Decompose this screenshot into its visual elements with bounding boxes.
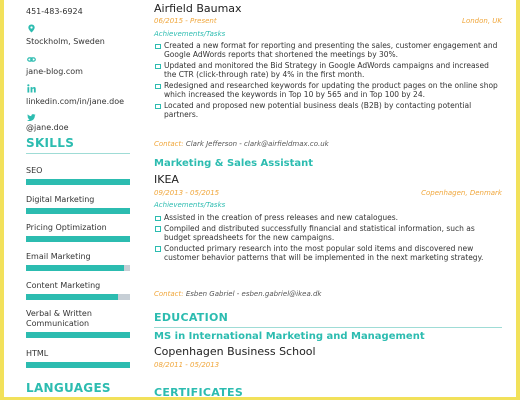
skill-bar (26, 265, 130, 271)
twitter-icon (27, 113, 36, 122)
skill-name: Email Marketing (26, 252, 91, 261)
job-contact (154, 140, 329, 148)
list-item: Compiled and distributed successfully financial and statistical information, such as budget spreadsheets for the new campaigns. (154, 224, 502, 243)
skill-bar-fill (26, 236, 130, 242)
skill-bar-fill (26, 208, 130, 214)
school-name: Copenhagen Business School (154, 345, 316, 358)
job-dates: 06/2015 - Present (154, 17, 217, 25)
certificates-heading: CERTIFICATES (154, 386, 244, 399)
job-location: Copenhagen, Denmark (421, 189, 502, 197)
education-heading: EDUCATION (154, 311, 229, 324)
skill-item (26, 281, 130, 300)
skill-item (26, 195, 130, 214)
contact-label: Contact: (154, 290, 184, 298)
list-item: Conducted primary research into the most popular sold items and discovered new customer behavior patterns that will be implemented in the next marketing strategy. (154, 244, 502, 263)
list-item: Assisted in the creation of press releases and new catalogues. (154, 213, 502, 222)
skill-item (26, 223, 130, 242)
skill-bar-fill (26, 294, 118, 300)
skill-bar (26, 179, 130, 185)
skill-item (26, 349, 130, 368)
skill-bar-fill (26, 179, 130, 185)
achievements-list (154, 41, 502, 121)
skill-name: Pricing Optimization (26, 223, 107, 232)
achievements-label: Achievements/Tasks (154, 201, 226, 209)
skills-heading: SKILLS (26, 136, 75, 150)
list-item: Redesigned and researched keywords for updating the product pages on the online shop which increased the keywords in Top 10 by 565 and in Top 100 by 24. (154, 81, 502, 100)
skill-bar-fill (26, 332, 130, 338)
job-location: London, UK (462, 17, 502, 25)
languages-divider (26, 397, 130, 398)
skill-bar-fill (26, 265, 124, 271)
twitter-handle[interactable]: @jane.doe (26, 123, 69, 132)
skill-item (26, 166, 130, 185)
company-name: IKEA (154, 173, 179, 186)
degree-title: MS in International Marketing and Management (154, 331, 425, 342)
skill-bar (26, 294, 130, 300)
company-name: Airfield Baumax (154, 2, 242, 15)
website-link[interactable]: jane-blog.com (26, 67, 83, 76)
address-text: Stockholm, Sweden (26, 37, 105, 46)
contact-value: Esben Gabriel - esben.gabriel@ikea.dk (185, 290, 322, 298)
skill-bar (26, 332, 130, 338)
skill-bar (26, 362, 130, 368)
skill-name: SEO (26, 166, 43, 175)
contact-label: Contact: (154, 140, 184, 148)
location-pin-icon (27, 24, 36, 33)
education-dates: 08/2011 - 05/2013 (154, 361, 220, 369)
education-divider (154, 327, 502, 328)
linkedin-icon (27, 84, 36, 93)
achievements-label: Achievements/Tasks (154, 30, 226, 38)
languages-heading: LANGUAGES (26, 381, 111, 395)
achievements-list (154, 213, 502, 264)
contact-value: Clark Jefferson - clark@airfieldmax.co.uk (185, 140, 329, 148)
skill-item (26, 309, 130, 338)
job-title: Marketing & Sales Assistant (154, 158, 314, 169)
skills-divider (26, 153, 130, 154)
list-item: Created a new format for reporting and presenting the sales, customer engagement and Google AdWords reports that shortened the meetings by 30%. (154, 41, 502, 60)
skill-bar-fill (26, 362, 130, 368)
list-item: Updated and monitored the Bid Strategy in Google AdWords campaigns and increased the CTR (click-through rate) by 4% in the first month. (154, 61, 502, 80)
skill-name: Digital Marketing (26, 195, 95, 204)
skill-bar (26, 236, 130, 242)
skill-item (26, 252, 130, 271)
link-icon (27, 55, 36, 64)
job-contact (154, 290, 321, 298)
list-item: Located and proposed new potential business deals (B2B) by contacting potential partners. (154, 101, 502, 120)
sidebar (22, 0, 134, 400)
job-dates: 09/2013 - 05/2015 (154, 189, 220, 197)
skill-name: HTML (26, 349, 49, 358)
linkedin-link[interactable]: linkedin.com/in/jane.doe (26, 97, 125, 106)
skill-name: Verbal & Written Communication (26, 309, 92, 328)
skill-name: Content Marketing (26, 281, 101, 290)
phone-text: 451-483-6924 (26, 7, 83, 16)
main-content (152, 0, 504, 400)
skill-bar (26, 208, 130, 214)
